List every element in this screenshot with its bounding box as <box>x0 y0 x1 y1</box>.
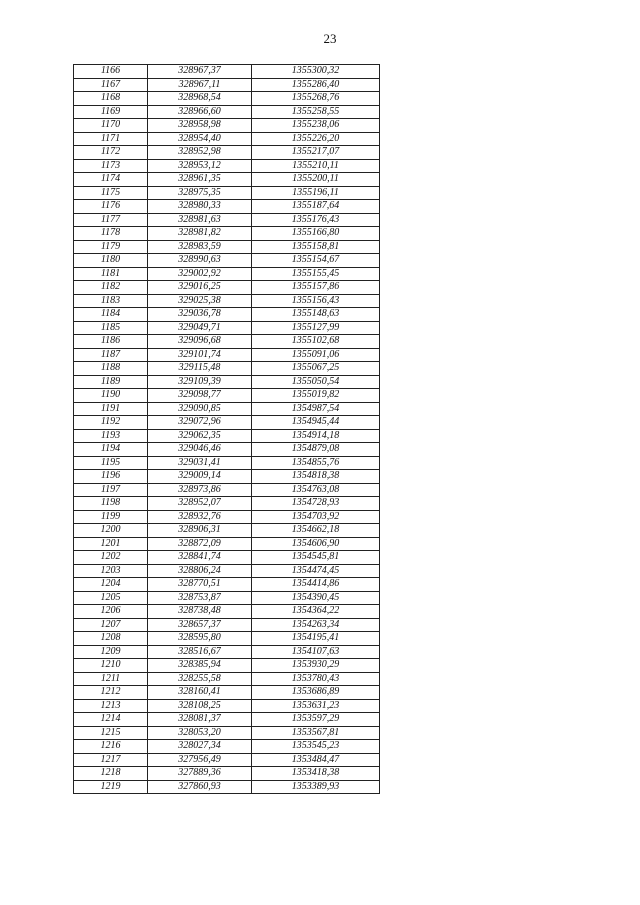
table-row <box>74 173 380 187</box>
y-coordinate-cell: 1355196,11 <box>252 186 380 200</box>
y-coordinate-cell: 1354195,41 <box>252 632 380 646</box>
y-coordinate-cell: 1354364,22 <box>252 605 380 619</box>
x-coordinate-cell: 329109,39 <box>148 375 252 389</box>
y-coordinate-cell: 1354987,54 <box>252 402 380 416</box>
y-coordinate-cell: 1354545,81 <box>252 551 380 565</box>
table-row <box>74 753 380 767</box>
point-number-cell: 1215 <box>74 726 148 740</box>
x-coordinate-cell: 328954,40 <box>148 132 252 146</box>
x-coordinate-cell: 328160,41 <box>148 686 252 700</box>
table-row <box>74 564 380 578</box>
point-number-cell: 1176 <box>74 200 148 214</box>
point-number-cell: 1168 <box>74 92 148 106</box>
table-row <box>74 672 380 686</box>
x-coordinate-cell: 328952,07 <box>148 497 252 511</box>
table-row <box>74 119 380 133</box>
table-row <box>74 78 380 92</box>
table-row <box>74 389 380 403</box>
y-coordinate-cell: 1355155,45 <box>252 267 380 281</box>
y-coordinate-cell: 1355300,32 <box>252 65 380 79</box>
x-coordinate-cell: 327889,36 <box>148 767 252 781</box>
point-number-cell: 1166 <box>74 65 148 79</box>
x-coordinate-cell: 328981,63 <box>148 213 252 227</box>
point-number-cell: 1173 <box>74 159 148 173</box>
y-coordinate-cell: 1355166,80 <box>252 227 380 241</box>
x-coordinate-cell: 328966,60 <box>148 105 252 119</box>
point-number-cell: 1211 <box>74 672 148 686</box>
y-coordinate-cell: 1354107,63 <box>252 645 380 659</box>
point-number-cell: 1209 <box>74 645 148 659</box>
x-coordinate-cell: 329101,74 <box>148 348 252 362</box>
point-number-cell: 1172 <box>74 146 148 160</box>
y-coordinate-cell: 1355210,11 <box>252 159 380 173</box>
y-coordinate-cell: 1353930,29 <box>252 659 380 673</box>
table-row <box>74 429 380 443</box>
y-coordinate-cell: 1355226,20 <box>252 132 380 146</box>
x-coordinate-cell: 327956,49 <box>148 753 252 767</box>
point-number-cell: 1192 <box>74 416 148 430</box>
y-coordinate-cell: 1355050,54 <box>252 375 380 389</box>
table-row <box>74 632 380 646</box>
point-number-cell: 1189 <box>74 375 148 389</box>
point-number-cell: 1219 <box>74 780 148 794</box>
point-number-cell: 1196 <box>74 470 148 484</box>
point-number-cell: 1184 <box>74 308 148 322</box>
x-coordinate-cell: 328516,67 <box>148 645 252 659</box>
table-row <box>74 510 380 524</box>
y-coordinate-cell: 1353389,93 <box>252 780 380 794</box>
y-coordinate-cell: 1355176,43 <box>252 213 380 227</box>
point-number-cell: 1205 <box>74 591 148 605</box>
table-row <box>74 335 380 349</box>
point-number-cell: 1218 <box>74 767 148 781</box>
y-coordinate-cell: 1354662,18 <box>252 524 380 538</box>
x-coordinate-cell: 329016,25 <box>148 281 252 295</box>
table-row <box>74 497 380 511</box>
table-row <box>74 591 380 605</box>
page-number: 23 <box>323 31 337 46</box>
y-coordinate-cell: 1355157,86 <box>252 281 380 295</box>
point-number-cell: 1207 <box>74 618 148 632</box>
point-number-cell: 1190 <box>74 389 148 403</box>
table-row <box>74 402 380 416</box>
point-number-cell: 1194 <box>74 443 148 457</box>
x-coordinate-cell: 328753,87 <box>148 591 252 605</box>
table-row <box>74 240 380 254</box>
x-coordinate-cell: 328967,37 <box>148 65 252 79</box>
x-coordinate-cell: 328990,63 <box>148 254 252 268</box>
point-number-cell: 1186 <box>74 335 148 349</box>
y-coordinate-cell: 1355127,99 <box>252 321 380 335</box>
x-coordinate-cell: 329090,85 <box>148 402 252 416</box>
point-number-cell: 1188 <box>74 362 148 376</box>
point-number-cell: 1202 <box>74 551 148 565</box>
point-number-cell: 1201 <box>74 537 148 551</box>
y-coordinate-cell: 1353780,43 <box>252 672 380 686</box>
x-coordinate-cell: 329098,77 <box>148 389 252 403</box>
y-coordinate-cell: 1355019,82 <box>252 389 380 403</box>
point-number-cell: 1178 <box>74 227 148 241</box>
table-row <box>74 416 380 430</box>
x-coordinate-cell: 329046,46 <box>148 443 252 457</box>
y-coordinate-cell: 1354914,18 <box>252 429 380 443</box>
point-number-cell: 1183 <box>74 294 148 308</box>
table-row <box>74 105 380 119</box>
y-coordinate-cell: 1355200,11 <box>252 173 380 187</box>
y-coordinate-cell: 1354945,44 <box>252 416 380 430</box>
coordinates-table <box>73 64 380 794</box>
point-number-cell: 1195 <box>74 456 148 470</box>
y-coordinate-cell: 1353567,81 <box>252 726 380 740</box>
x-coordinate-cell: 328595,80 <box>148 632 252 646</box>
y-coordinate-cell: 1355286,40 <box>252 78 380 92</box>
point-number-cell: 1206 <box>74 605 148 619</box>
x-coordinate-cell: 328053,20 <box>148 726 252 740</box>
y-coordinate-cell: 1355154,67 <box>252 254 380 268</box>
point-number-cell: 1198 <box>74 497 148 511</box>
point-number-cell: 1179 <box>74 240 148 254</box>
x-coordinate-cell: 328872,09 <box>148 537 252 551</box>
table-row <box>74 146 380 160</box>
y-coordinate-cell: 1354763,08 <box>252 483 380 497</box>
point-number-cell: 1177 <box>74 213 148 227</box>
point-number-cell: 1191 <box>74 402 148 416</box>
x-coordinate-cell: 327860,93 <box>148 780 252 794</box>
y-coordinate-cell: 1355148,63 <box>252 308 380 322</box>
y-coordinate-cell: 1354606,90 <box>252 537 380 551</box>
x-coordinate-cell: 328975,35 <box>148 186 252 200</box>
point-number-cell: 1169 <box>74 105 148 119</box>
table-row <box>74 65 380 79</box>
x-coordinate-cell: 328806,24 <box>148 564 252 578</box>
table-row <box>74 740 380 754</box>
y-coordinate-cell: 1355187,64 <box>252 200 380 214</box>
y-coordinate-cell: 1354879,08 <box>252 443 380 457</box>
table-row <box>74 362 380 376</box>
table-row <box>74 348 380 362</box>
table-row <box>74 227 380 241</box>
x-coordinate-cell: 329025,38 <box>148 294 252 308</box>
point-number-cell: 1187 <box>74 348 148 362</box>
x-coordinate-cell: 328108,25 <box>148 699 252 713</box>
x-coordinate-cell: 328983,59 <box>148 240 252 254</box>
y-coordinate-cell: 1354703,92 <box>252 510 380 524</box>
point-number-cell: 1167 <box>74 78 148 92</box>
point-number-cell: 1181 <box>74 267 148 281</box>
table-row <box>74 726 380 740</box>
x-coordinate-cell: 328953,12 <box>148 159 252 173</box>
x-coordinate-cell: 328738,48 <box>148 605 252 619</box>
x-coordinate-cell: 328081,37 <box>148 713 252 727</box>
y-coordinate-cell: 1353597,29 <box>252 713 380 727</box>
y-coordinate-cell: 1355156,43 <box>252 294 380 308</box>
point-number-cell: 1212 <box>74 686 148 700</box>
table-row <box>74 321 380 335</box>
y-coordinate-cell: 1355258,55 <box>252 105 380 119</box>
x-coordinate-cell: 329002,92 <box>148 267 252 281</box>
table-row <box>74 281 380 295</box>
point-number-cell: 1197 <box>74 483 148 497</box>
y-coordinate-cell: 1353545,23 <box>252 740 380 754</box>
table-row <box>74 537 380 551</box>
table-row <box>74 200 380 214</box>
y-coordinate-cell: 1354414,86 <box>252 578 380 592</box>
point-number-cell: 1170 <box>74 119 148 133</box>
point-number-cell: 1203 <box>74 564 148 578</box>
y-coordinate-cell: 1354474,45 <box>252 564 380 578</box>
x-coordinate-cell: 329115,48 <box>148 362 252 376</box>
x-coordinate-cell: 329096,68 <box>148 335 252 349</box>
x-coordinate-cell: 328932,76 <box>148 510 252 524</box>
point-number-cell: 1204 <box>74 578 148 592</box>
x-coordinate-cell: 329062,35 <box>148 429 252 443</box>
x-coordinate-cell: 328841,74 <box>148 551 252 565</box>
table-row <box>74 375 380 389</box>
y-coordinate-cell: 1353418,38 <box>252 767 380 781</box>
y-coordinate-cell: 1353484,47 <box>252 753 380 767</box>
x-coordinate-cell: 328973,86 <box>148 483 252 497</box>
point-number-cell: 1180 <box>74 254 148 268</box>
y-coordinate-cell: 1355268,76 <box>252 92 380 106</box>
table-row <box>74 132 380 146</box>
x-coordinate-cell: 328906,31 <box>148 524 252 538</box>
point-number-cell: 1171 <box>74 132 148 146</box>
table-row <box>74 659 380 673</box>
table-row <box>74 713 380 727</box>
point-number-cell: 1182 <box>74 281 148 295</box>
table-row <box>74 605 380 619</box>
y-coordinate-cell: 1355238,06 <box>252 119 380 133</box>
coordinates-table-body <box>74 65 380 794</box>
y-coordinate-cell: 1355158,81 <box>252 240 380 254</box>
point-number-cell: 1217 <box>74 753 148 767</box>
table-row <box>74 551 380 565</box>
point-number-cell: 1193 <box>74 429 148 443</box>
table-row <box>74 267 380 281</box>
y-coordinate-cell: 1355091,06 <box>252 348 380 362</box>
x-coordinate-cell: 328027,34 <box>148 740 252 754</box>
x-coordinate-cell: 328952,98 <box>148 146 252 160</box>
x-coordinate-cell: 328958,98 <box>148 119 252 133</box>
table-row <box>74 483 380 497</box>
x-coordinate-cell: 329036,78 <box>148 308 252 322</box>
table-row <box>74 159 380 173</box>
table-row <box>74 780 380 794</box>
point-number-cell: 1175 <box>74 186 148 200</box>
table-row <box>74 578 380 592</box>
point-number-cell: 1210 <box>74 659 148 673</box>
table-row <box>74 524 380 538</box>
point-number-cell: 1213 <box>74 699 148 713</box>
table-row <box>74 618 380 632</box>
x-coordinate-cell: 328770,51 <box>148 578 252 592</box>
y-coordinate-cell: 1354728,93 <box>252 497 380 511</box>
y-coordinate-cell: 1355067,25 <box>252 362 380 376</box>
y-coordinate-cell: 1354855,76 <box>252 456 380 470</box>
table-row <box>74 470 380 484</box>
point-number-cell: 1199 <box>74 510 148 524</box>
x-coordinate-cell: 329009,14 <box>148 470 252 484</box>
x-coordinate-cell: 329072,96 <box>148 416 252 430</box>
table-row <box>74 213 380 227</box>
x-coordinate-cell: 329031,41 <box>148 456 252 470</box>
x-coordinate-cell: 328981,82 <box>148 227 252 241</box>
table-row <box>74 443 380 457</box>
x-coordinate-cell: 329049,71 <box>148 321 252 335</box>
point-number-cell: 1216 <box>74 740 148 754</box>
y-coordinate-cell: 1355102,68 <box>252 335 380 349</box>
x-coordinate-cell: 328980,33 <box>148 200 252 214</box>
table-row <box>74 699 380 713</box>
table-row <box>74 767 380 781</box>
point-number-cell: 1214 <box>74 713 148 727</box>
table-row <box>74 92 380 106</box>
table-row <box>74 456 380 470</box>
y-coordinate-cell: 1353631,23 <box>252 699 380 713</box>
point-number-cell: 1174 <box>74 173 148 187</box>
y-coordinate-cell: 1353686,89 <box>252 686 380 700</box>
y-coordinate-cell: 1354390,45 <box>252 591 380 605</box>
point-number-cell: 1200 <box>74 524 148 538</box>
y-coordinate-cell: 1354818,38 <box>252 470 380 484</box>
table-row <box>74 645 380 659</box>
table-row <box>74 254 380 268</box>
table-row <box>74 186 380 200</box>
x-coordinate-cell: 328967,11 <box>148 78 252 92</box>
point-number-cell: 1185 <box>74 321 148 335</box>
x-coordinate-cell: 328385,94 <box>148 659 252 673</box>
point-number-cell: 1208 <box>74 632 148 646</box>
y-coordinate-cell: 1354263,34 <box>252 618 380 632</box>
y-coordinate-cell: 1355217,07 <box>252 146 380 160</box>
x-coordinate-cell: 328968,54 <box>148 92 252 106</box>
table-row <box>74 294 380 308</box>
table-row <box>74 308 380 322</box>
x-coordinate-cell: 328961,35 <box>148 173 252 187</box>
x-coordinate-cell: 328255,58 <box>148 672 252 686</box>
x-coordinate-cell: 328657,37 <box>148 618 252 632</box>
table-row <box>74 686 380 700</box>
